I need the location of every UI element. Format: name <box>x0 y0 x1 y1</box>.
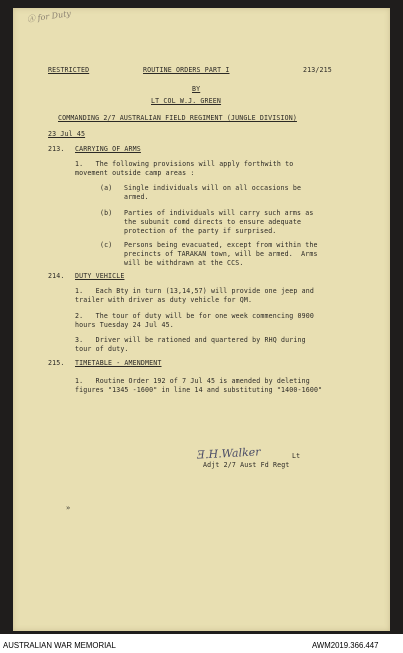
order-213-item-b-line-3: protection of the party if surprised. <box>124 227 277 235</box>
margin-mark: » <box>66 504 71 512</box>
order-214-para-2-line-1: 2. The tour of duty will be for one week commencing 0900 <box>75 312 314 320</box>
footer-institution: AUSTRALIAN WAR MEMORIAL <box>3 641 116 650</box>
order-214-para-1-line-1: 1. Each Bty in turn (13,14,57) will provide one jeep and <box>75 287 314 295</box>
order-214-para-3-line-1: 3. Driver will be rationed and quartered by RHQ during <box>75 336 306 344</box>
order-213-number: 213. <box>48 145 65 153</box>
signatory-rank: Lt <box>292 452 301 460</box>
order-213-item-a-label: (a) <box>100 184 113 192</box>
order-213-item-c-line-1: Persons being evacuated, except from within the <box>124 241 318 249</box>
order-213-intro-line-2: movement outside camp areas : <box>75 169 195 177</box>
order-213-item-b-line-1: Parties of individuals will carry such arms as <box>124 209 314 217</box>
officer-name: LT COL W.J. GREEN <box>151 97 222 105</box>
order-213-intro-line-1: 1. The following provisions will apply forthwith to <box>75 160 294 168</box>
order-213-item-b-line-2: the subunit comd directs to ensure adequate <box>124 218 302 226</box>
order-215-para-1-line-2: figures "1345 -1600" in line 14 and substituting "1400-1600" <box>75 386 323 394</box>
order-214-para-2-line-2: hours Tuesday 24 Jul 45. <box>75 321 174 329</box>
order-215-number: 215. <box>48 359 65 367</box>
classification-label: RESTRICTED <box>48 66 90 74</box>
handwritten-signature: Ǝ.H.Walker <box>196 445 261 462</box>
order-213-item-c-line-3: will be withdrawn at the CCS. <box>124 259 244 267</box>
order-213-heading: CARRYING OF ARMS <box>75 145 141 153</box>
order-213-item-a-line-1: Single individuals will on all occasions be <box>124 184 302 192</box>
footer-accession-number: AWM2019.366.447 <box>312 641 379 650</box>
order-215-heading: TIMETABLE - AMENDMENT <box>75 359 162 367</box>
order-213-item-c-label: (c) <box>100 241 113 249</box>
order-215-para-1-line-1: 1. Routine Order 192 of 7 Jul 45 is amended by deleting <box>75 377 310 385</box>
order-number-range: 213/215 <box>303 66 332 74</box>
command-line: COMMANDING 2/7 AUSTRALIAN FIELD REGIMENT (JUNGLE DIVISION) <box>58 114 297 122</box>
order-213-item-b-label: (b) <box>100 209 113 217</box>
order-date: 23 Jul 45 <box>48 130 86 138</box>
order-214-number: 214. <box>48 272 65 280</box>
order-214-para-1-line-2: trailer with driver as duty vehicle for QM. <box>75 296 253 304</box>
handwritten-annotation: Ⓐ for Duty <box>26 8 72 25</box>
order-214-para-3-line-2: tour of duty. <box>75 345 129 353</box>
document-title: ROUTINE ORDERS PART I <box>143 66 230 74</box>
order-213-item-a-line-2: armed. <box>124 193 149 201</box>
by-line: BY <box>192 85 201 93</box>
order-213-item-c-line-2: precincts of TARAKAN town, will be armed. Arms <box>124 250 318 258</box>
signatory-appointment: Adjt 2/7 Aust Fd Regt <box>203 461 290 469</box>
order-214-heading: DUTY VEHICLE <box>75 272 125 280</box>
